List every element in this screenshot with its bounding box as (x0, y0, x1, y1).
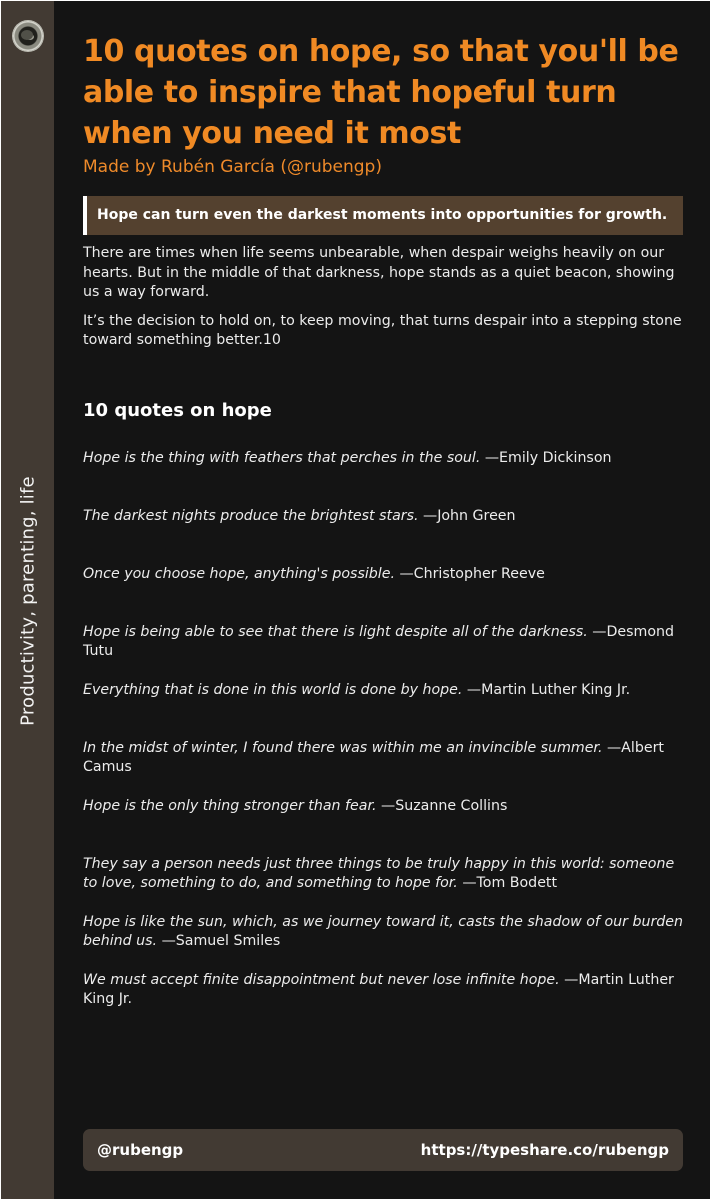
quote-text: Hope is the thing with feathers that perches in the soul. (83, 449, 481, 466)
quote-author: —Desmond Tutu (83, 623, 675, 659)
quote-item (83, 565, 683, 623)
quote-item (83, 913, 683, 971)
quote-author: —Suzanne Collins (376, 797, 508, 814)
quote-text: Hope is the only thing stronger than fear. (83, 797, 377, 814)
topic-tags: Productivity, parenting, life (17, 476, 39, 726)
footer-handle[interactable]: @rubengp (97, 1141, 184, 1159)
quote-list (83, 449, 683, 1029)
sidebar (1, 1, 54, 1199)
callout-quote: Hope can turn even the darkest moments into opportunities for growth. (83, 196, 683, 235)
quote-item (83, 449, 683, 507)
main-content (83, 31, 683, 1029)
post-card (1, 1, 710, 1199)
quote-author: —Emily Dickinson (480, 449, 612, 466)
quote-author: —Martin Luther King Jr. (462, 681, 631, 698)
section-title: 10 quotes on hope (83, 399, 272, 421)
quote-text: They say a person needs just three things to be truly happy in this world: someone to love, something to do, and something to hope for. (83, 855, 675, 891)
quote-item (83, 971, 683, 1029)
quote-author: —John Green (418, 507, 516, 524)
avatar (13, 21, 43, 51)
quote-item (83, 855, 683, 913)
quote-author: —Christopher Reeve (394, 565, 545, 582)
quote-text: Once you choose hope, anything's possible. (83, 565, 395, 582)
quote-item (83, 739, 683, 797)
intro-paragraph: It’s the decision to hold on, to keep moving, that turns despair into a stepping stone toward something better.10 (83, 312, 682, 348)
quote-author: —Tom Bodett (457, 875, 558, 891)
quote-text: Hope is being able to see that there is light despite all of the darkness. (83, 623, 588, 640)
quote-item (83, 623, 683, 681)
quote-author: —Martin Luther King Jr. (83, 971, 674, 1007)
footer-url-link[interactable]: https://typeshare.co/rubengp (420, 1141, 669, 1159)
quote-text: In the midst of winter, I found there was within me an invincible summer. (83, 739, 603, 756)
quote-author: —Samuel Smiles (157, 933, 281, 949)
quote-author: —Albert Camus (83, 739, 664, 775)
author-byline: Made by Rubén García (@rubengp) (83, 157, 382, 177)
quote-item (83, 507, 683, 565)
quote-text: The darkest nights produce the brightest stars. (83, 507, 419, 524)
quote-item (83, 797, 683, 855)
quote-text: Hope is like the sun, which, as we journey toward it, casts the shadow of our burden behind us. (83, 913, 684, 949)
quote-item (83, 681, 683, 739)
page-title: 10 quotes on hope, so that you'll be able to inspire that hopeful turn when you need it most (83, 34, 679, 151)
quote-text: We must accept finite disappointment but never lose infinite hope. (83, 971, 560, 988)
intro-paragraph: There are times when life seems unbearable, when despair weighs heavily on our hearts. But in the middle of that darkness, hope stands as a quiet beacon, showing us a way forward. (83, 245, 675, 300)
quote-text: Everything that is done in this world is done by hope. (83, 681, 463, 698)
footer-bar (83, 1129, 683, 1171)
